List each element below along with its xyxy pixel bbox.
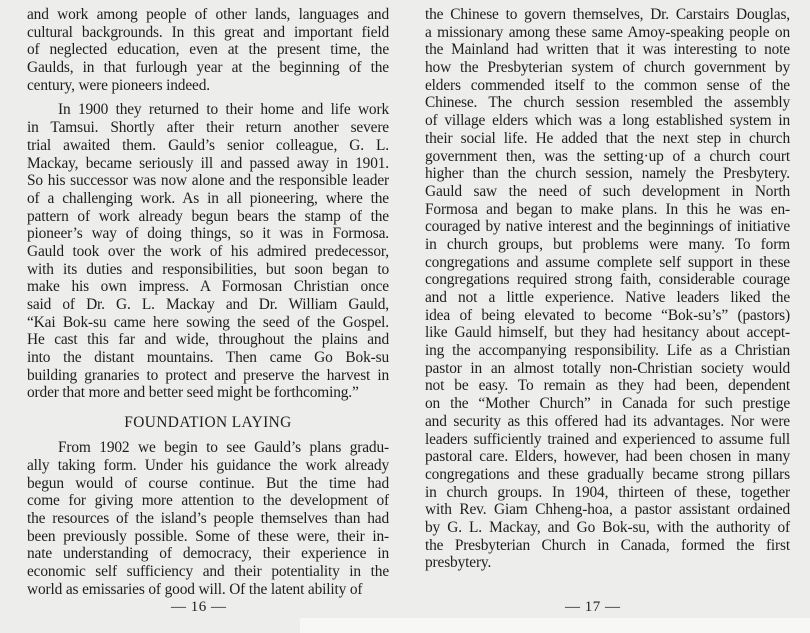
text-line: congregations required strong faith, considerable courage [425,271,790,289]
text-line: pattern of work already begun bears the stamp of the [27,207,389,225]
text-line: in Tamsui. Shortly after their return another severe [27,119,389,137]
text-line: their social life. He added that the next step in church [425,129,790,147]
text-line: not be easy. To remain as they had been, dependent [425,377,790,395]
text-line: congregations and assume complete self support in these [425,253,790,271]
text-line: ing the accompanying responsibility. Life as a Christian [425,342,790,360]
text-line: Mackay, became seriously ill and passed away in 1901. [27,154,389,172]
text-line: how the Presbyterian system of church government by [425,59,790,77]
text-line: couraged by native interest and the beginnings of initiative [425,218,790,236]
text-line: the resources of the island’s people themselves than had [27,509,389,527]
text-line: in church groups. In 1904, thirteen of these, together [425,483,790,501]
text-line: into the distant mountains. Then came Go Bok-su [27,349,389,367]
text-line: Gaulds, in that furlough year at the beginning of the [27,59,389,77]
paragraph-gap [27,94,389,101]
text-line: on the “Mother Church” in Canada for such prestige [425,395,790,413]
text-line: So his successor was now alone and the responsible leader [27,172,389,190]
text-line: in church groups, but problems were many. To form [425,235,790,253]
text-line: building granaries to protect and preserve the harvest in [27,366,389,384]
text-line: order that more and better seed might be forthcoming.” [27,384,359,402]
paragraph-1 [27,6,389,94]
text-line: of a challenging work. As in all pioneering, where the [27,189,389,207]
text-line: begun would of course continue. But the time had [27,474,389,492]
paper-edge [300,618,810,633]
text-line: From 1902 we begin to see Gauld’s plans gradu- [58,439,389,457]
text-line: pastoral care. Elders, however, had been chosen in many [425,448,790,466]
text-line: trial awaited them. Gauld’s senior colleague, G. L. [27,136,389,154]
text-line: century, were pioneers indeed. [27,76,210,94]
text-line: been previously possible. Some of these were, their in- [27,527,389,545]
text-line: the Chinese to govern themselves, Dr. Carstairs Douglas, [425,6,790,23]
paragraph-1 [425,6,790,572]
section-heading: FOUNDATION LAYING [124,414,292,432]
text-line: ally taking form. Under his guidance the work already [27,456,389,474]
text-line: “Kai Bok-su came here sowing the seed of the Gospel. [27,313,389,331]
text-line: with Rev. Giam Chheng-hoa, a pastor assistant ordained [425,501,790,519]
page-number-right: — 17 — [565,599,621,615]
text-line: congregations and these gradually became strong pillars [425,465,790,483]
text-line: said of Dr. G. L. Mackay and Dr. William Gauld, [27,296,389,313]
text-line: Chinese. The church session resembled the assembly [425,94,790,112]
text-line: pastor in an almost totally non-Christian society would [425,359,790,377]
left-page [27,6,389,598]
text-line: a missionary among these same Amoy-speaking people on [425,23,790,41]
text-line: like Gauld himself, but they had hesitancy about accept- [425,324,790,342]
text-line: presbytery. [425,554,492,572]
text-line: and security as this offered had its advantages. Nor were [425,412,790,430]
text-line: He cast this far and wide, throughout the plains and [27,331,389,349]
paragraph-3 [27,439,389,598]
text-line: and work among people of other lands, languages and [27,6,389,23]
right-page [425,6,790,572]
text-line: higher than the church session, namely the Presbytery. [425,165,790,183]
text-line: Gauld saw the need of such development in North [425,182,790,200]
text-line: government then, was the setting·up of a church court [425,147,790,165]
text-line: leaders sufficiently trained and experienced to assume full [425,430,790,448]
text-line: nate understanding of democracy, their experience in [27,545,389,563]
text-line: elders commended itself to the common sense of the [425,76,790,94]
text-line: cultural backgrounds. In this great and important field [27,23,389,41]
text-line: make his own impress. A Formosan Christian once [27,278,389,296]
text-line: idea of being elevated to become “Bok-su’s” (pastors) [425,306,790,324]
text-line: In 1900 they returned to their home and life work [58,101,389,119]
text-line: and not a little experience. Native leaders liked the [425,289,790,306]
text-line: Gauld took over the work of his admired predecessor, [27,242,389,260]
text-line: of village elders which was a long established system in [425,112,790,130]
text-line: of neglected education, even at the present time, the [27,41,389,59]
text-line: economic self sufficiency and their potentiality in the [27,562,389,580]
text-line: by G. L. Mackay, and Go Bok-su, with the authority of [425,518,790,536]
text-line: the Presbyterian Church in Canada, formed the first [425,536,790,554]
text-line: with its duties and responsibilities, but soon began to [27,260,389,278]
text-line: pioneer’s way of doing things, so it was in Formosa. [27,225,389,243]
text-line: the Mainland had written that it was interesting to note [425,41,790,59]
text-line: world as emissaries of good will. Of the latent ability of [27,580,363,598]
page-number-left: — 16 — [171,599,227,615]
text-line: come for giving more attention to the development of [27,492,389,510]
text-line: Formosa and began to make plans. In this he was en- [425,200,790,218]
paragraph-2 [27,101,389,402]
